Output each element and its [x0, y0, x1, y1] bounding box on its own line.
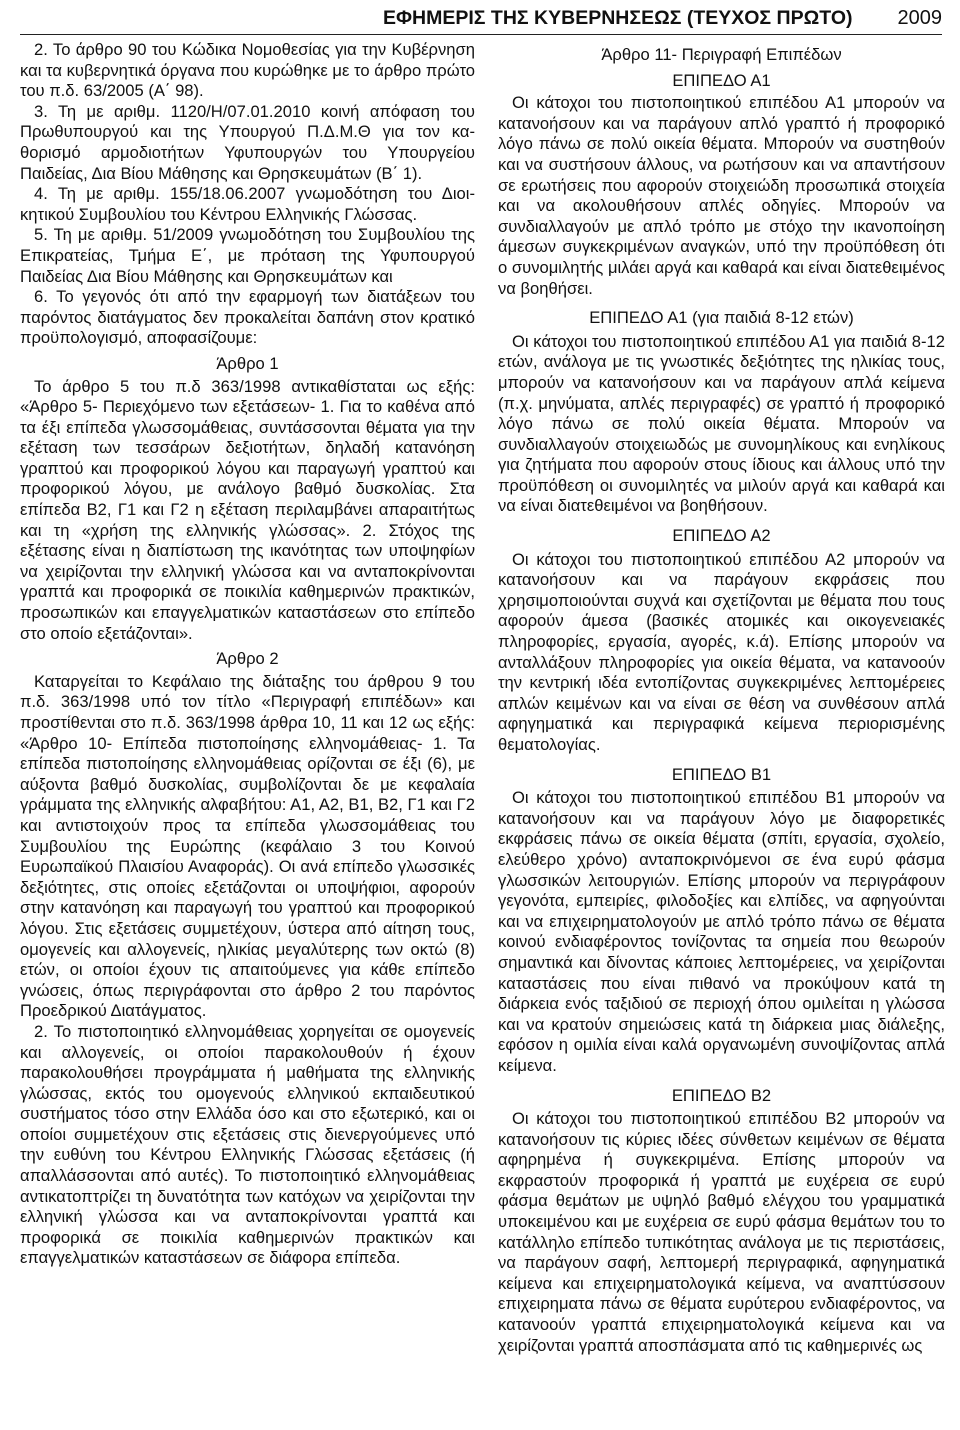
level-heading: ΕΠΙΠΕΔΟ Α1 [672, 70, 771, 90]
article-heading: Άρθρο 2 [216, 649, 279, 669]
level-heading: ΕΠΙΠΕΔΟ Α2 [672, 526, 771, 546]
paragraph: Οι κάτοχοι του πιστοποιητικού επιπέδου Β1 μπορούν να κατανοήσουν και να παράγουν λόγο με διαφορετικές εκφράσεις πάνω σε οικεία θέματα (σπίτι, εργασία, σχολείο, ελεύθερο χρόνο) ανταποκρινόμενοι σε ένα ευρύ φάσμα γλωσσικών λειτουργιών. Επίσης μπορούν να περιγράφουν γεγονότα, εμπειρίες, φιλοδοξίες και ελπίδες, να αφηγούνται και να επιχειρηματολογούν με απλό τρόπο πάνω σε θέματα κοινού ενδιαφέροντος τονίζοντας τα σημεία που θεωρούν σημαντικά και δίνοντας κάποιες λεπτομέρειες, να χειρίζονται καταστάσεις που είναι πιθανό να προκύψουν κατά τη διάρκεια ενός ταξιδιού σε περιοχή όπου ομιλείται η γλώσσα και να κρατούν σημειώσεις κατά τη διάρκεια μιας διάλεξης, εφόσον η ομιλία είναι καλά οργανωμένη συνοψίζοντας απλά κείμενα. [498, 788, 945, 1075]
paragraph: Οι κάτοχοι του πιστοποιητικού επιπέδου Β2 μπορούν να κατανοήσουν τις κύριες ιδέες σύνθετων κειμένων σε θέματα αφηρημένα ή συγκεκριμένα. Επίσης μπορούν να εκφραστούν προφορικά ή γραπτά με ευχέρεια σε ευρύ φάσμα θεμάτων με υψηλό βαθμό ελέγχου του γραμματικά υποκειμένου και με ευχέρεια σε ευρύ φάσμα θεμάτων του το κατάλληλο επίπεδο τυπικότητας ανάλογα με τις περιστάσεις, να παράγουν σαφή, λεπτομερή περιγραφικά, αφηγηματικά κείμενα και επιχειρηματολογικά κείμενα, να αναπτύσσουν επιχειρηματα πάνω σε θέματα ευρύτερου ενδιαφέροντος, να κατανοούν γραπτά επιχειρηματολογικά κείμενα και να χειρίζονται γραπτά αποσπάσματα από τις καθημερινές ως [498, 1109, 945, 1355]
paragraph: 5. Τη με αριθμ. 51/2009 γνωμοδότηση του Συμβουλίου της Επικρατείας, Τμήμα Ε΄, με πρόταση της Υφυπουργού Παιδείας Δια Βίου Μάθησης και Θρησκευμάτων και [20, 225, 475, 286]
article-heading: Άρθρο 1 [216, 353, 279, 373]
paragraph: 3. Τη με αριθμ. 1120/Η/07.01.2010 κοινή απόφαση του Πρωθυπουργού και της Υπουργού Π.Δ.Μ.Θ για τον καθορισμό αρμοδιοτήτων Υφυπουργών του Υπουργείου Παιδείας, Δια Βίου Μάθησης και Θρησκευμάτων (Β΄ 1). [20, 101, 475, 183]
paragraph: Οι κάτοχοι του πιστοποιητικού επιπέδου Α1 μπορούν να κατανοήσουν και να παράγουν απλό γραπτό ή προφορικό λόγο πάνω σε πολύ οικεία θέματα. Μπορούν να συστηθούν και να συστήσουν άλλους, να ρωτήσουν και να απαντήσουν σε ερωτήσεις που αφορούν στοιχειώδη προσωπικά στοιχεία και να ακολουθήσουν απλές οδηγίες. Μπορούν να συνδιαλλαγούν με απλό τρόπο με στόχο την ικανοποίηση άμεσων συγκεκριμένων αναγκών, υπό την προϋπόθεση ότι ο συνομιλητής μιλάει αργά και καθαρά και είναι διατεθειμένος να βοηθήσει. [498, 93, 945, 298]
paragraph: 4. Τη με αριθμ. 155/18.06.2007 γνωμοδότηση του Διοικητικού Συμβουλίου του Κέντρου Ελληνικής Γλώσσας. [20, 184, 475, 224]
page-header [20, 2, 942, 35]
paragraph: Οι κάτοχοι του πιστοποιητικού επιπέδου Α1 για παιδιά 8-12 ετών, ανάλογα με τις γνωστικές δεξιότητες της ηλικίας τους, μπορούν να κατανοήσουν και να παράγουν απλά κείμενα (π.χ. μηνύματα, απλές περιγραφές) σε γραπτό ή προφορικό λόγο πάνω σε πολύ οικεία θέματα. Μπορούν να συνδιαλλαγούν στοιχειωδώς με συνομηλίκους και ενηλίκους για ζητήματα που αφορούν στους ίδιους και άλλους υπό την προϋπόθεση οι συνομιλητές να μιλούν αργά και καθαρά και να είναι διατεθειμένοι να βοηθήσουν. [498, 331, 945, 516]
article-heading: Άρθρο 11- Περιγραφή Επιπέδων [601, 45, 842, 64]
page-number: 2009 [897, 6, 942, 29]
right-column [498, 40, 945, 1356]
paragraph: 2. Το πιστοποιητικό ελληνομάθειας χορηγείται σε ομογενείς και αλλογενείς, οι οποίοι παρακολουθούν ή έχουν παρακολουθήσει προγράμματα ή μαθήματα της ελληνικής γλώσσας, εκτός του ομογενούς ελληνικού εκπαιδευτικού συστήματος τόσο στην Ελλάδα όσο και στο εξωτερικό, και οι οποίοι συμμετέχουν στις εξετάσεις στις διενεργούμενες υπό την ευθύνη του Κέντρου Ελληνικής Γλώσσας εξετάσεις (ή απαλλάσσονται από αυτές). Το πιστοποιητικό ελληνομάθειας αντικατοπτρίζει τη δυνατότητα των κατόχων να χειρίζονται την ελληνική γλώσσα και να ανταποκρίνονται γραπτά και προφορικά σε ποικιλία καθημερινών πρακτικών και επαγγελματικών καταστάσεων σε διάφορα επίπεδα. [20, 1021, 475, 1268]
paragraph: 2. Το άρθρο 90 του Κώδικα Νομοθεσίας για την Κυβέρνηση και τα κυβερνητικά όργανα που κυρώθηκε με το άρθρο πρώτο του π.δ. 63/2005 (Α΄ 98). [20, 40, 475, 101]
paragraph: Οι κάτοχοι του πιστοποιητικού επιπέδου Α2 μπορούν να κατανοήσουν και να παράγουν εκφράσεις που χρησιμοποιούνται συχνά και σχετίζονται με θέματα που τους αφορούν άμεσα (βασικές ατομικές και οικογενειακές πληροφορίες, εργασία, αγορές, κ.ά). Επίσης μπορούν να ανταλλάξουν πληροφορίες για οικεία θέματα, να κατανοούν την κεντρική ιδέα εντοπίζοντας συγκεκριμένες λεπτομέρειες απλών κειμένων και να είναι σε θέση να συνθέσουν απλά αφηγηματικά και περιγραφικά κείμενα περιορισμένης θεματολογίας. [498, 549, 945, 754]
left-column [20, 40, 475, 1269]
paragraph: Το άρθρο 5 του π.δ 363/1998 αντικαθίσταται ως εξής: «Άρθρο 5- Περιεχόμενο των εξετάσεων- 1. Για το καθένα από τα έξι επίπεδα γλωσσομάθειας, συντάσσονται θέματα για την εξέταση των τεσσάρων δεξιοτήτων, δηλαδή κατανόηση γραπτού και προφορικού λόγου και παραγωγή γραπτού και προφορικού λόγου, με ανάλογο βαθμό δυσκολίας. Στα επίπεδα Β2, Γ1 και Γ2 η εξέταση περιλαμβάνει απαραιτήτως και τη «χρήση της ελληνικής γλώσσας». 2. Στόχος της εξέτασης είναι η διαπίστωση της ικανότητας των υποψηφίων να χειρίζονται την ελληνική γλώσσα και να ανταποκρίνονται γραπτά και προφορικά σε ποικιλία καθημερινών πρακτικών, προσωπικών και επαγγελματικών καταστάσεων στο επίπεδο στο οποίο εξετάζονται». [20, 376, 475, 643]
gazette-title: ΕΦΗΜΕΡΙΣ ΤΗΣ ΚΥΒΕΡΝΗΣΕΩΣ (ΤΕΥΧΟΣ ΠΡΩΤΟ) [383, 6, 853, 29]
level-heading: ΕΠΙΠΕΔΟ Β1 [671, 764, 772, 784]
paragraph: 6. Το γεγονός ότι από την εφαρμογή των διατάξεων του παρόντος διατάγματος δεν προκαλείται δαπάνη στον κρατικό προϋπολογισμό, αποφασίζουμε: [20, 287, 475, 348]
paragraph: Καταργείται το Κεφάλαιο της διάταξης του άρθρου 9 του π.δ. 363/1998 υπό τον τίτλο «Περιγραφή επιπέδων» και προστίθενται στο π.δ. 363/1998 άρθρα 10, 11 και 12 ως εξής: «Άρθρο 10- Επίπεδα πιστοποίησης ελληνομάθειας- 1. Τα επίπεδα πιστοποίησης ελληνομάθειας ορίζονται σε έξι (6), με αύξοντα βαθμό δυσκολίας, συμβολίζονται δε με κεφαλαία γράμματα της ελληνικής αλφαβήτου: Α1, Α2, Β1, Β2, Γ1 και Γ2 και αντιστοιχούν προς τα επίπεδα γλωσσομάθειας του Συμβουλίου της Ευρώπης (κεφάλαιο 3 του Κοινού Ευρωπαϊκού Πλαισίου Αναφοράς). Οι ανά επίπεδο γλωσσικές δεξιότητες, στις οποίες εξετάζονται οι υποψήφιοι, αφορούν στην κατανόηση και παραγωγή του γραπτού και προφορικού λόγου. Στις εξετάσεις συμμετέχουν, ύστερα από αίτηση τους, ομογενείς και αλλογενείς, ηλικίας μεγαλύτερης των οκτώ (8) ετών, οι οποίοι έχουν τις απαιτούμενες για κάθε επίπεδο γνώσεις, όπως περιγράφονται στο άρθρο 2 του παρόντος Προεδρικού Διατάγματος. [20, 671, 475, 1021]
level-heading: ΕΠΙΠΕΔΟ Β2 [671, 1085, 772, 1105]
level-heading: ΕΠΙΠΕΔΟ Α1 (για παιδιά 8-12 ετών) [589, 308, 854, 328]
